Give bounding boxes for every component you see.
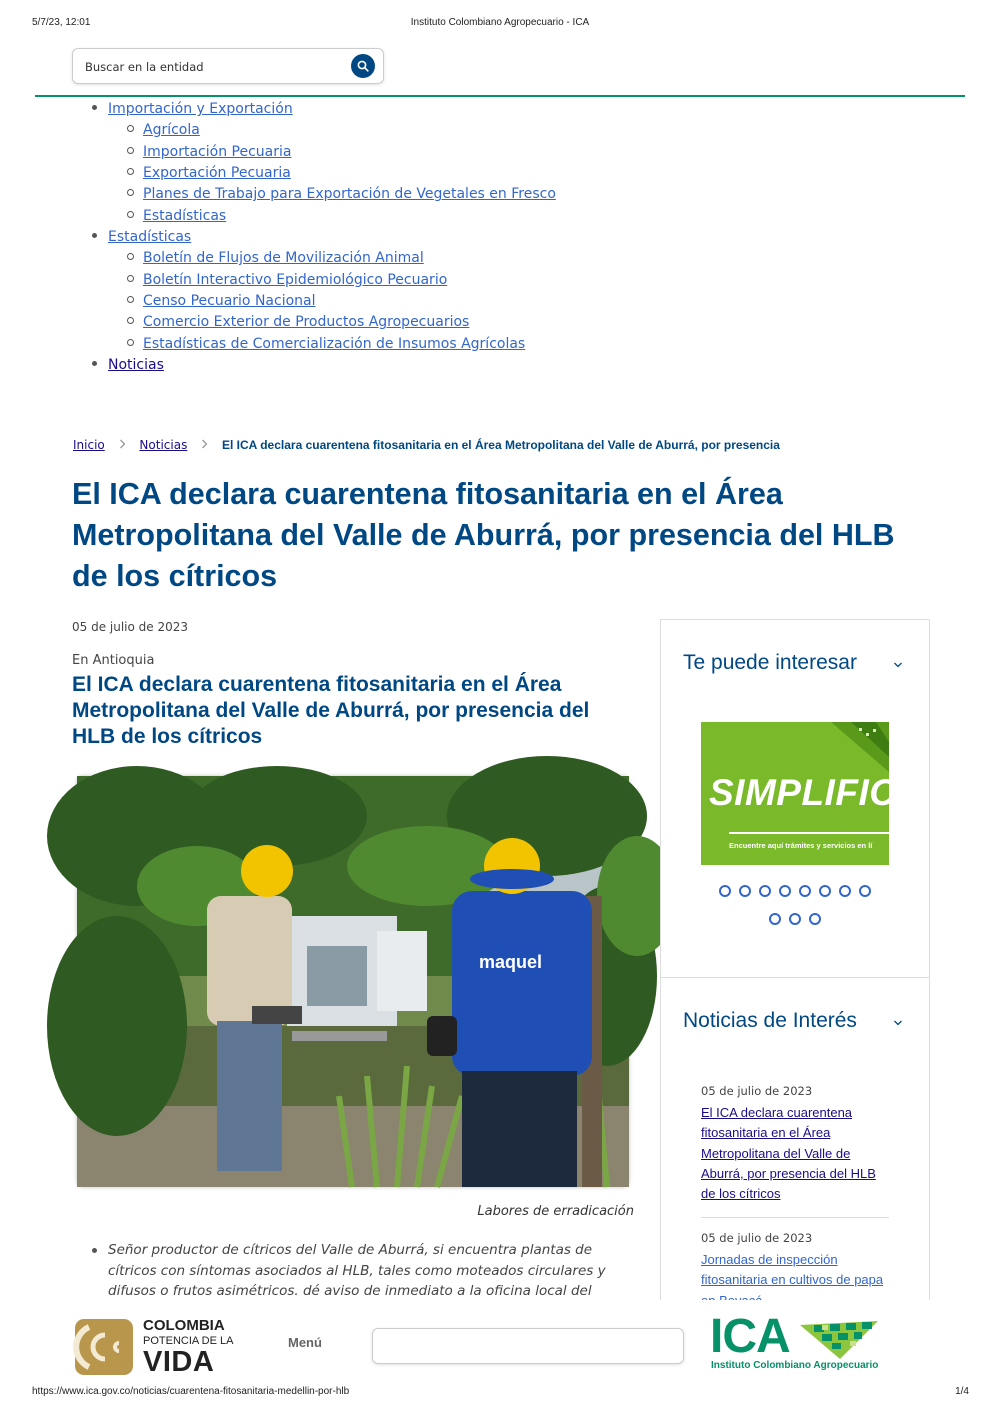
submenu-item <box>90 311 556 332</box>
gov-logo-line3: VIDA <box>143 1346 215 1378</box>
news-link[interactable]: Jornadas de inspección fitosanitaria en cultivos de papa <box>701 1252 884 1288</box>
submenu-item <box>90 247 556 268</box>
chevron-down-icon[interactable] <box>893 660 903 670</box>
ica-emblem-icon <box>800 1317 880 1359</box>
interest-heading[interactable]: Te puede interesar <box>683 651 857 674</box>
news-link[interactable]: El ICA declara cuarentena fitosanitaria en el Área Metropolitana del Valle de Aburrá, por presencia del HLB de los cítricos <box>701 1105 876 1202</box>
simplifica-banner[interactable] <box>701 722 897 865</box>
carousel-dot[interactable] <box>819 885 831 897</box>
article-region: En Antioquia <box>72 653 155 668</box>
carousel-dot[interactable] <box>809 913 821 925</box>
submenu-item <box>90 162 556 183</box>
submenu-link[interactable]: Importación Pecuaria <box>143 143 292 160</box>
carousel-dot[interactable] <box>739 885 751 897</box>
carousel-dot[interactable] <box>719 885 731 897</box>
submenu-link[interactable]: Comercio Exterior de Productos Agropecuarios <box>143 314 470 331</box>
banner-word: SIMPLIFIC <box>709 772 897 813</box>
article-photo <box>77 776 629 1187</box>
search-icon <box>357 60 369 72</box>
list-item <box>90 1240 635 1302</box>
submenu-link[interactable]: Agrícola <box>143 122 200 139</box>
submenu-item <box>90 290 556 311</box>
submenu-link[interactable]: Exportación Pecuaria <box>143 165 291 182</box>
carousel-dots-row2 <box>661 910 929 929</box>
banner-divider <box>729 832 899 834</box>
gov-logo-line1: COLOMBIA <box>143 1317 225 1334</box>
carousel-dot[interactable] <box>789 913 801 925</box>
submenu-link[interactable]: Estadísticas de Comercialización de Insumos Agrícolas <box>143 335 526 352</box>
footer-bar <box>0 1300 1000 1384</box>
search-input[interactable] <box>83 57 347 77</box>
carousel-dot[interactable] <box>759 885 771 897</box>
menu-item-estadisticas <box>90 226 556 247</box>
sidebar <box>660 619 930 1300</box>
submenu-link[interactable]: Boletín Interactivo Epidemiológico Pecuario <box>143 271 448 288</box>
submenu-link[interactable]: Censo Pecuario Nacional <box>143 293 316 310</box>
breadcrumb <box>73 438 780 452</box>
photo-shirt-text: maquel <box>479 952 543 972</box>
breadcrumb-current: El ICA declara cuarentena fitosanitaria en el Área Metropolitana del Valle de Aburrá, por presencia <box>221 438 780 452</box>
submenu-item <box>90 119 556 140</box>
chevron-right-icon <box>201 438 208 452</box>
carousel-dot[interactable] <box>769 913 781 925</box>
menu-item-noticias <box>90 354 556 375</box>
news-item <box>701 1231 889 1310</box>
sidebar-divider <box>661 977 929 978</box>
chevron-down-icon[interactable] <box>893 1018 903 1028</box>
submenu-item <box>90 141 556 162</box>
menu-link[interactable]: Noticias <box>108 357 164 374</box>
breadcrumb-home[interactable]: Inicio <box>73 438 105 452</box>
submenu-link[interactable]: Planes de Trabajo para Exportación de Vegetales en Fresco <box>143 186 556 203</box>
news-heading[interactable]: Noticias de Interés <box>683 1009 857 1032</box>
header-divider <box>35 95 965 97</box>
footer-search-input[interactable] <box>372 1328 684 1364</box>
news-divider <box>701 1217 889 1218</box>
carousel-dot[interactable] <box>839 885 851 897</box>
print-url: https://www.ica.gov.co/noticias/cuarentena-fitosanitaria-medellin-por-hlb <box>32 1386 350 1397</box>
submenu-item <box>90 205 556 226</box>
gov-logo-line2: POTENCIA DE LA <box>143 1335 234 1347</box>
news-item <box>701 1084 889 1218</box>
breadcrumb-section[interactable]: Noticias <box>139 438 188 452</box>
nav-menu <box>90 98 556 375</box>
carousel-dot[interactable] <box>779 885 791 897</box>
submenu-item <box>90 333 556 354</box>
banner-text: Encuentre aquí trámites y servicios en lí <box>729 841 873 850</box>
ica-logo-word: ICA <box>710 1310 790 1363</box>
colombia-emblem-icon <box>75 1319 133 1375</box>
print-page-number: 1/4 <box>955 1386 969 1397</box>
ica-logo[interactable] <box>710 1310 880 1375</box>
menu-link[interactable]: Estadísticas <box>108 229 192 246</box>
submenu-item <box>90 183 556 204</box>
article-date: 05 de julio de 2023 <box>72 620 189 634</box>
bullet-text: Señor productor de cítricos del Valle de Aburrá, si encuentra plantas de cítricos con síntomas asociados al HLB, tales como moteados circulares y difusos o frutos asimétricos. dé aviso de inmediato a la oficina local del <box>108 1242 606 1299</box>
search-box <box>72 48 384 84</box>
submenu-link[interactable]: Boletín de Flujos de Movilización Animal <box>143 250 424 267</box>
search-button[interactable] <box>351 54 375 78</box>
print-title: Instituto Colombiano Agropecuario - ICA <box>410 17 590 28</box>
carousel-dot[interactable] <box>799 885 811 897</box>
menu-button[interactable]: Menú <box>288 1335 322 1350</box>
article-subtitle: El ICA declara cuarentena fitosanitaria en el Área Metropolitana del Valle de Aburrá, por presencia del HLB de los cítricos <box>72 673 590 748</box>
carousel-dot[interactable] <box>859 885 871 897</box>
chevron-right-icon <box>119 438 126 452</box>
page-title: El ICA declara cuarentena fitosanitaria en el Área Metropolitana del Valle de Aburrá, por presencia del HLB de los cítricos <box>72 477 895 593</box>
submenu-item <box>90 269 556 290</box>
news-date: 05 de julio de 2023 <box>701 1084 813 1098</box>
submenu-link[interactable]: Estadísticas <box>143 207 227 224</box>
image-caption: Labores de erradicación <box>477 1204 634 1219</box>
news-date: 05 de julio de 2023 <box>701 1231 813 1245</box>
menu-link[interactable]: Importación y Exportación <box>108 101 293 117</box>
print-datetime: 5/7/23, 12:01 <box>32 17 91 28</box>
article-bullets <box>90 1240 635 1298</box>
carousel-dots <box>661 882 929 901</box>
colombia-logo[interactable] <box>75 1317 240 1377</box>
menu-item-importacion <box>90 98 556 119</box>
ica-logo-subtitle: Instituto Colombiano Agropecuario <box>711 1360 879 1371</box>
